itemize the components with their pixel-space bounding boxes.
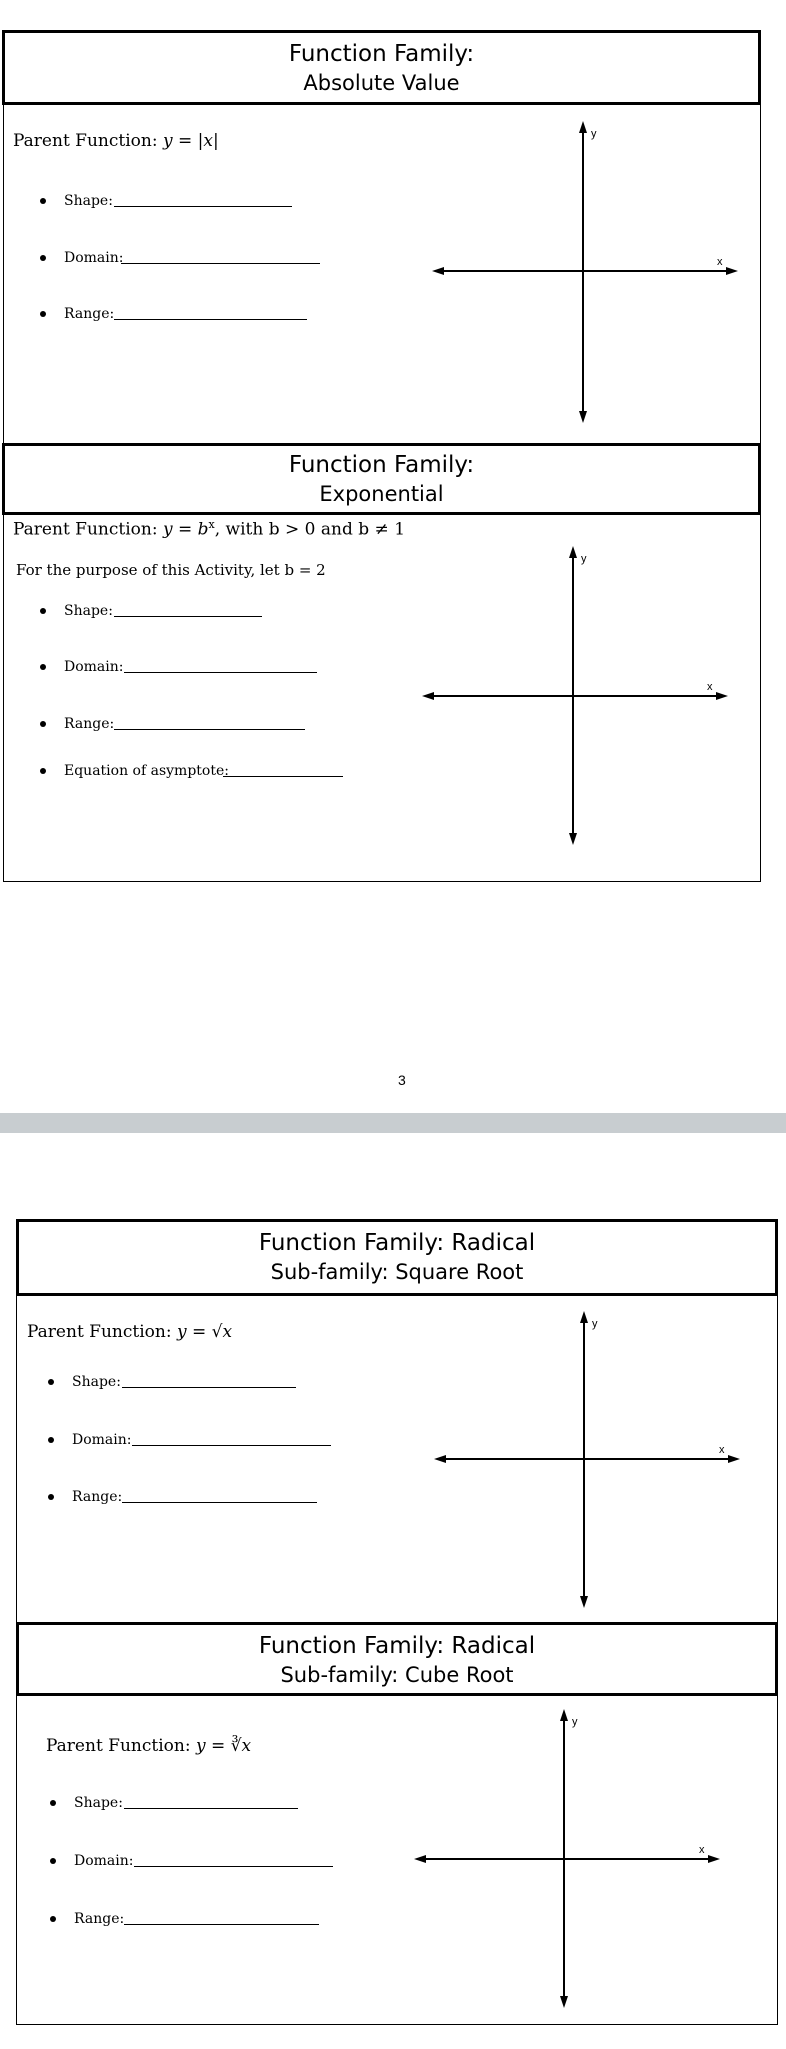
answer-blank[interactable] [134,1866,333,1867]
y-axis-arrow-up [560,1709,568,1721]
y-axis-arrow-up [579,121,587,133]
y-axis-arrow-up [569,546,577,558]
x-axis-arrow-right [728,1455,740,1463]
bullet-dot [40,768,46,774]
bullet-label: Shape: [64,603,113,619]
x-axis-arrow-left [432,267,444,275]
bullet-dot [48,1379,54,1385]
y-axis-label: y [591,128,597,140]
bullet-label: Domain: [64,250,124,266]
bullet-dot [40,608,46,614]
parent-function [13,131,219,151]
x-axis-arrow-right [708,1855,720,1863]
answer-blank[interactable] [122,1387,296,1388]
x-axis-label: x [707,681,713,693]
coordinate-axes [412,1708,722,2010]
parent-function-conditions: , with b > 0 and b ≠ 1 [214,519,406,540]
parent-function-label: Parent Function: [13,519,163,540]
bullet-label: Range: [64,306,115,322]
page-number: 3 [398,1072,406,1088]
x-axis-label: x [719,1444,725,1456]
parent-function [46,1736,251,1756]
bullet-dot [50,1916,56,1922]
answer-blank[interactable] [132,1445,331,1446]
parent-function-formula: y = b [162,519,209,540]
activity-note: For the purpose of this Activity, let b = 2 [16,561,326,579]
bullet-label: Range: [64,716,115,732]
parent-function-label: Parent Function: [13,131,163,151]
bullet-dot [40,721,46,727]
section-subtitle: Sub-family: Cube Root [280,1663,514,1687]
bullet-label: Equation of asymptote: [64,763,229,779]
bullet-dot [48,1494,54,1500]
coordinate-axes [432,1310,742,1610]
bullet-label: Shape: [72,1374,121,1390]
parent-function [27,1322,232,1342]
bullet-dot [48,1437,54,1443]
bullet-dot [50,1858,56,1864]
bullet-dot [40,255,46,261]
x-axis-arrow-left [414,1855,426,1863]
y-axis-label: y [572,1716,578,1728]
answer-blank[interactable] [121,263,320,264]
bullet-label: Domain: [64,659,124,675]
bullet-label: Range: [72,1489,123,1505]
x-axis-label: x [699,1844,705,1856]
x-axis-label: x [717,256,723,268]
coordinate-axes [420,545,730,847]
parent-function [13,518,405,540]
section-title: Function Family: Radical [258,1230,536,1256]
bullet-label: Shape: [74,1795,123,1811]
section-subtitle: Sub-family: Square Root [270,1260,524,1284]
bullet-label: Domain: [74,1853,134,1869]
parent-function-label: Parent Function: [46,1736,196,1756]
section-subtitle: Exponential [319,482,444,506]
answer-blank[interactable] [114,319,307,320]
parent-function-label: Parent Function: [27,1322,177,1342]
answer-blank[interactable] [114,729,305,730]
y-axis-label: y [581,553,587,565]
y-axis-arrow-up [580,1311,588,1323]
parent-function-formula: y = |x| [162,131,219,151]
section-header-absolute-value [2,30,761,105]
bullet-dot [40,311,46,317]
section-header-cube-root [16,1622,778,1696]
bullet-label: Range: [74,1911,125,1927]
bullet-dot [50,1800,56,1806]
section-header-exponential [2,443,761,515]
section-header-square-root [16,1219,778,1296]
coordinate-axes [430,120,740,425]
answer-blank[interactable] [124,1808,298,1809]
x-axis-arrow-right [726,267,738,275]
bullet-dot [40,198,46,204]
parent-function-formula: y = √x [176,1322,233,1342]
x-axis-arrow-right [716,692,728,700]
answer-blank[interactable] [122,1502,317,1503]
bullet-label: Domain: [72,1432,132,1448]
section-subtitle: Absolute Value [303,71,460,95]
y-axis-label: y [592,1318,598,1330]
x-axis-arrow-left [434,1455,446,1463]
page-gap [0,1113,786,1133]
section-title: Function Family: [288,41,475,67]
answer-blank[interactable] [114,616,262,617]
bullet-dot [40,664,46,670]
parent-function-formula: y = ∛x [195,1736,252,1756]
section-title: Function Family: [288,452,475,478]
x-axis-arrow-left [422,692,434,700]
answer-blank[interactable] [124,672,317,673]
answer-blank[interactable] [223,776,343,777]
bullet-label: Shape: [64,193,113,209]
section-title: Function Family: Radical [258,1633,536,1659]
parent-function-exponent: x [208,518,215,531]
answer-blank[interactable] [124,1924,319,1925]
y-axis-arrow-down [569,833,577,845]
y-axis-arrow-down [560,1996,568,2008]
y-axis-arrow-down [579,411,587,423]
y-axis-arrow-down [580,1596,588,1608]
answer-blank[interactable] [114,206,292,207]
